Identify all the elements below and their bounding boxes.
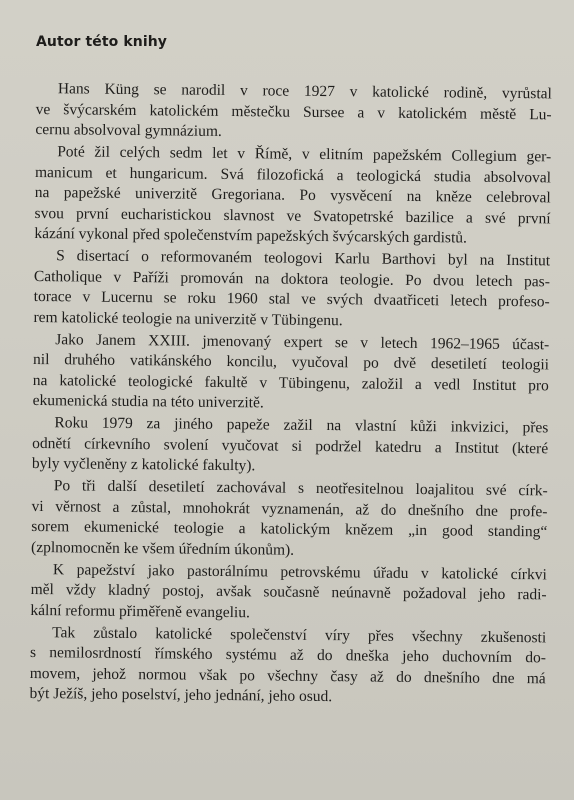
body-text bbox=[29, 79, 552, 711]
text-line: svou první eucharistickou slavnost ve Svatopetrské bazilice a své první bbox=[34, 204, 551, 227]
text-line: měl vždy kladný postoj, avšak současně neúnavně požadoval jeho radi- bbox=[30, 580, 547, 604]
text-line: nil druhého vatikánského koncilu, vyučoval po dvě desetiletí teologii bbox=[32, 350, 550, 374]
paragraph bbox=[29, 622, 546, 709]
text-line: na katolické teologické fakultě v Tübingenu, založil a vedl Institut pro bbox=[32, 371, 549, 394]
text-line: sorem ekumenické teologie a katolickým knězem „in good standing“ bbox=[31, 517, 548, 541]
text-line: s nemilosrdností římského systému až do dneška jeho duchovním do- bbox=[29, 643, 547, 667]
text-line: K papežství jako pastorálnímu petrovskému úřadu v katolické církvi bbox=[52, 560, 547, 583]
paragraph bbox=[35, 79, 552, 146]
text-line: Tak zůstalo katolické společenství víry přes všechny zkušenosti bbox=[52, 623, 547, 646]
text-line: ve švýcarském katolickém městečku Sursee a v katolickém městě Lu- bbox=[35, 100, 552, 123]
text-line: Hans Küng se narodil v roce 1927 v katolické rodině, vyrůstal bbox=[57, 80, 552, 103]
page-heading: Autor této knihy bbox=[36, 34, 168, 50]
text-line: torace v Lucernu se roku 1960 stal ve svých dvaatřiceti letech profeso- bbox=[33, 287, 550, 311]
paragraph bbox=[34, 142, 551, 250]
paragraph bbox=[33, 246, 550, 333]
text-line: ekumenická studia na této univerzitě. bbox=[32, 391, 264, 412]
text-line: cernu absolvoval gymnázium. bbox=[35, 120, 222, 140]
text-line: Roku 1979 za jiného papeže zažil na vlastní kůži inkvizici, přes bbox=[54, 414, 549, 437]
text-line: (zplnomocněn ke všem úředním úkonům). bbox=[31, 538, 295, 559]
text-line: odnětí církevního svolení vyučovat si podržel katedru a Institut (které bbox=[32, 434, 549, 457]
text-line: kázání vykonal před společenstvím papežských švýcarských gardistů. bbox=[34, 224, 468, 247]
text-line: movem, jehož normou však po všechny časy až do dnešního dne má bbox=[29, 664, 546, 687]
paragraph bbox=[30, 559, 547, 626]
text-line: byly vyčleněny z katolické fakulty). bbox=[31, 454, 256, 475]
paragraph bbox=[33, 329, 550, 416]
paragraph bbox=[31, 476, 548, 563]
text-line: manicum et hungaricum. Svá filozofická a teologická studia absolvoval bbox=[34, 163, 552, 186]
text-line: rem katolické teologie na univerzitě v Tübingenu. bbox=[33, 308, 343, 329]
text-line: vi věrnost a zůstal, mnohokrát vyznamenán, až do dnešního dne profe- bbox=[31, 497, 548, 520]
paragraph bbox=[32, 413, 549, 480]
text-line: S disertací o reformovaném teologovi Karlu Barthovi byl na Institut bbox=[56, 247, 551, 270]
text-line: Po tři další desetiletí zachovával s neotřesitelnou loajalitou své círk- bbox=[53, 477, 548, 500]
text-line: být Ježíš, jeho poselství, jeho jednání, jeho osud. bbox=[29, 684, 333, 706]
text-line: Poté žil celých sedm let v Římě, v elitním papežském Collegium ger- bbox=[57, 143, 552, 166]
text-line: kální reformu přiměřeně evangeliu. bbox=[30, 601, 251, 621]
text-line: Jako Janem XXIII. jmenovaný expert se v letech 1962–1965 účast- bbox=[55, 330, 550, 353]
text-line: na papežské univerzitě Gregoriana. Po vysvěcení na kněze celebroval bbox=[34, 183, 551, 207]
text-line: Catholique v Paříži promován na doktora teologie. Po dvou letech pas- bbox=[33, 267, 550, 290]
